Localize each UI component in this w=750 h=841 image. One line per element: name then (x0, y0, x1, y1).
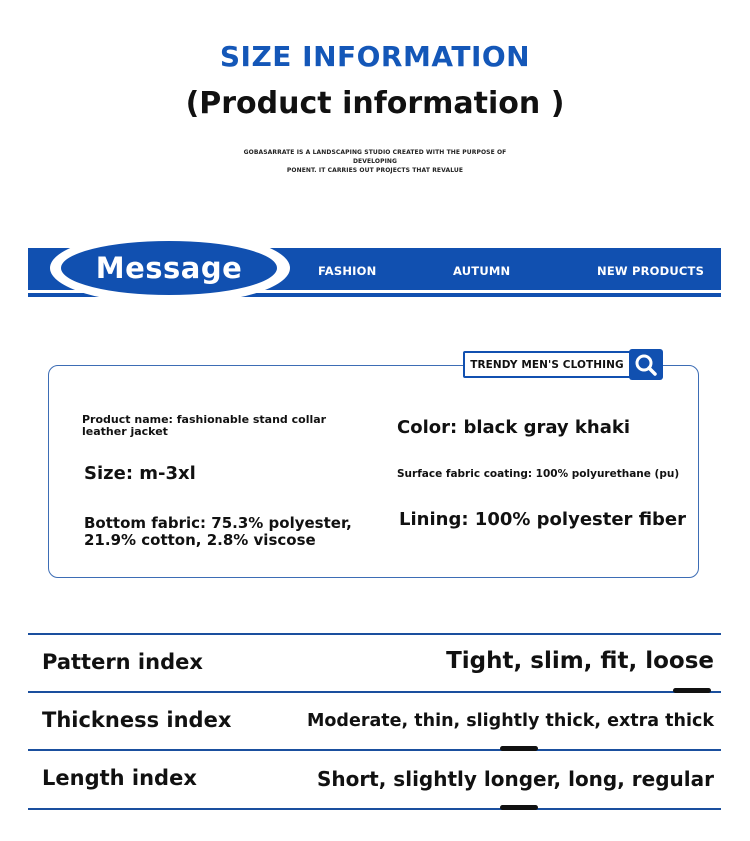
nav-autumn[interactable]: AUTUMN (453, 264, 511, 278)
table-divider (28, 749, 721, 751)
message-logo (58, 238, 280, 298)
page-subtitle: (Product information ) (185, 86, 565, 121)
search-bar[interactable] (463, 349, 663, 380)
thickness-index-marker (500, 746, 538, 751)
search-icon (634, 353, 658, 377)
search-button[interactable] (629, 349, 663, 380)
table-divider (28, 808, 721, 810)
tagline (225, 148, 525, 175)
thickness-index-options: Moderate, thin, slightly thick, extra thick (307, 711, 714, 731)
size-info: Size: m-3xl (84, 463, 196, 484)
bottom-fabric-line-2: 21.9% cotton, 2.8% viscose (84, 531, 316, 549)
pattern-index-marker (673, 688, 711, 693)
color-info: Color: black gray khaki (397, 417, 630, 438)
length-index-options: Short, slightly longer, long, regular (316, 767, 714, 791)
tagline-line-2: PONENT. IT CARRIES OUT PROJECTS THAT REVALUE (286, 167, 464, 174)
page-title: SIZE INFORMATION (219, 40, 531, 73)
product-name (82, 414, 326, 438)
pattern-index-options: Tight, slim, fit, loose (446, 648, 714, 674)
bottom-fabric-line-1: Bottom fabric: 75.3% polyester, (84, 514, 352, 532)
length-index-label: Length index (42, 766, 197, 790)
message-logo-text: Message (95, 251, 243, 285)
search-label: TRENDY MEN'S CLOTHING (470, 358, 624, 371)
length-index-marker (500, 805, 538, 810)
product-name-line-2: leather jacket (82, 425, 168, 438)
surface-fabric-info: Surface fabric coating: 100% polyurethane (pu) (397, 468, 680, 480)
nav-fashion[interactable]: FASHION (318, 264, 377, 278)
table-divider (28, 691, 721, 693)
search-field[interactable] (463, 351, 631, 378)
tagline-line-1: GOBASARRATE IS A LANDSCAPING STUDIO CREATED WITH THE PURPOSE OF DEVELOPING (243, 149, 507, 165)
table-divider (28, 633, 721, 635)
nav-new-products[interactable]: NEW PRODUCTS (597, 264, 705, 278)
thickness-index-label: Thickness index (42, 708, 232, 732)
pattern-index-label: Pattern index (42, 650, 203, 674)
lining-info: Lining: 100% polyester fiber (399, 509, 687, 530)
product-name-line-1: Product name: fashionable stand collar (82, 413, 327, 426)
bottom-fabric-info (84, 515, 352, 549)
